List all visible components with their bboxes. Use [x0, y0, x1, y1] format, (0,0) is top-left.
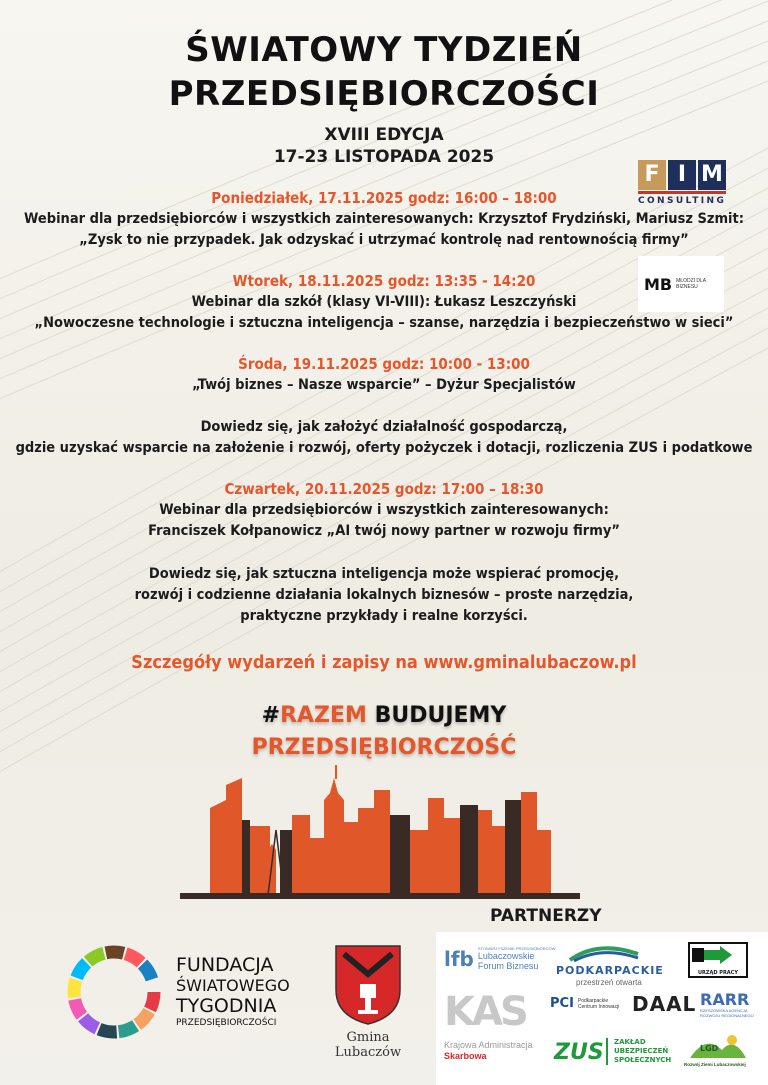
fim-consulting-label: CONSULTING [638, 196, 727, 206]
lfb-mark: lfb [444, 946, 474, 971]
event-thursday-paragraph1: Dowiedz się, jak sztuczna inteligencja może wspierać promocję, [148, 566, 620, 582]
lgd-text: Rozwój Ziemi Lubaczowskiej [684, 1062, 746, 1067]
kas-line1: Krajowa Administracja [444, 1040, 533, 1050]
urzad-pracy-label: URZĄD PRACY [698, 970, 738, 976]
event-monday-line2: „Zysk to nie przypadek. Jak odzyskać i utrzymać kontrolę nad rentownością firmy” [79, 232, 689, 248]
pci-line1: Podkarpackie [577, 997, 609, 1004]
slogan-budujemy: BUDUJEMY [366, 703, 507, 728]
event-monday-day: Poniedziałek, 17.11.2025 godz: 16:00 – 18:00 [211, 189, 557, 207]
kas-line2: Skarbowa [444, 1051, 487, 1061]
event-tuesday-day: Wtorek, 18.11.2025 godz: 13:35 - 14:20 [232, 272, 536, 290]
gmina-label: Gmina Lubaczów [334, 1030, 402, 1060]
rarr-line2: ROZWOJU REGIONALNEGO [700, 1013, 754, 1018]
fundacja-line2: ŚWIATOWEGO [176, 976, 290, 995]
rarr-mark: RARR [700, 990, 750, 1009]
podkarpackie-name: PODKARPACKIE [556, 964, 664, 977]
pci-logo [550, 996, 619, 1011]
lfb-top: STOWARZYSZENIE PRZEDSIĘBIORCÓW [477, 946, 556, 951]
kas-mark: KAS [444, 989, 526, 1035]
podkarpackie-wave-icon [568, 944, 640, 962]
slogan-line2: PRZEDSIĘBIORCZOŚĆ [251, 735, 517, 760]
city-skyline-illustration [180, 760, 580, 905]
zus-line2: UBEZPIECZEŃ [614, 1047, 669, 1055]
urzad-pracy-logo [688, 942, 748, 978]
mdb-text: MŁODZI DLA BIZNESU [676, 278, 706, 290]
event-tuesday-line1: Webinar dla szkół (klasy VI-VIII): Łukasz Leszczyński [191, 294, 577, 310]
fim-letter-i: I [668, 160, 696, 190]
partners-title: PARTNERZY [490, 906, 602, 926]
podkarpackie-sub: przestrzeń otwarta [576, 978, 642, 987]
pci-line2: Centrum Innowacji [577, 1003, 620, 1010]
edition-label: XVIII EDYCJA [324, 125, 444, 145]
event-wednesday-day: Środa, 19.11.2025 godz: 10:00 - 13:00 [238, 355, 530, 373]
zus-line1: ZAKŁAD [614, 1038, 646, 1046]
registration-cta[interactable]: Szczegóły wydarzeń i zapisy na www.gminalubaczow.pl [131, 652, 637, 673]
event-thursday-line2: Franciszek Kołpanowicz „AI twój nowy partner w rozwoju firmy” [148, 523, 620, 539]
slogan-razem: RAZEM [280, 703, 367, 728]
slogan-hash: # [261, 703, 281, 728]
fundacja-ring-logo [64, 942, 164, 1042]
page-title-line1: ŚWIATOWY TYDZIEŃ [185, 30, 583, 70]
dates-label: 17-23 LISTOPADA 2025 [273, 147, 495, 167]
mdb-mark: MB [644, 274, 673, 294]
lfb-line2: Forum Biznesu [477, 961, 539, 971]
event-thursday-paragraph3: praktyczne przykłady i realne korzyści. [240, 608, 528, 624]
fundacja-text-block [176, 954, 290, 1029]
lfb-logo [444, 946, 555, 971]
daal-logo: DAAL [632, 992, 697, 1016]
zus-line3: SPOŁECZNYCH [614, 1056, 672, 1064]
pci-mark: PCI [550, 996, 574, 1011]
fundacja-line1: FUNDACJA [176, 954, 274, 976]
zus-text [606, 1038, 671, 1065]
lgd-mark: LGD [700, 1044, 719, 1053]
fim-letter-f: F [638, 160, 666, 190]
event-thursday-paragraph2: rozwój i codzienne działania lokalnych biznesów – proste narzędzia, [134, 587, 634, 603]
event-thursday-line1: Webinar dla przedsiębiorców i wszystkich zainteresowanych: [159, 502, 609, 518]
rarr-line1: RZESZOWSKA AGENCJA [700, 1008, 748, 1013]
gmina-crest-icon [332, 944, 404, 1026]
event-wednesday-paragraph1: Dowiedz się, jak założyć działalność gospodarczą, [200, 419, 568, 435]
fim-letter-m: M [698, 160, 726, 190]
event-monday-line1: Webinar dla przedsiębiorców i wszystkich zainteresowanych: Krzysztof Frydziński, Mariusz Szmit: [24, 211, 744, 227]
zus-mark: ZUS [554, 1040, 604, 1065]
fundacja-line3: TYGODNIA [176, 995, 277, 1017]
slogan-line1 [0, 702, 768, 730]
page-title-line2: PRZEDSIĘBIORCZOŚCI [168, 74, 600, 114]
event-tuesday-line2: „Nowoczesne technologie i sztuczna inteligencja – szanse, narzędzia i bezpieczeństwo w sieci” [34, 315, 734, 331]
rarr-text [700, 1008, 754, 1018]
urzad-pracy-arrow-icon [690, 944, 746, 966]
event-thursday-day: Czwartek, 20.11.2025 godz: 17:00 – 18:30 [224, 480, 544, 498]
event-wednesday-paragraph2: gdzie uzyskać wsparcie na założenie i rozwój, oferty pożyczek i dotacji, rozliczenia ZUS i podatkowe [15, 440, 753, 456]
lfb-line1: Lubaczowskie [477, 951, 535, 961]
event-wednesday-line1: „Twój biznes – Nasze wsparcie” – Dyżur Specjalistów [192, 377, 576, 393]
fundacja-line4: PRZEDSIĘBIORCZOŚCI [176, 1018, 277, 1028]
